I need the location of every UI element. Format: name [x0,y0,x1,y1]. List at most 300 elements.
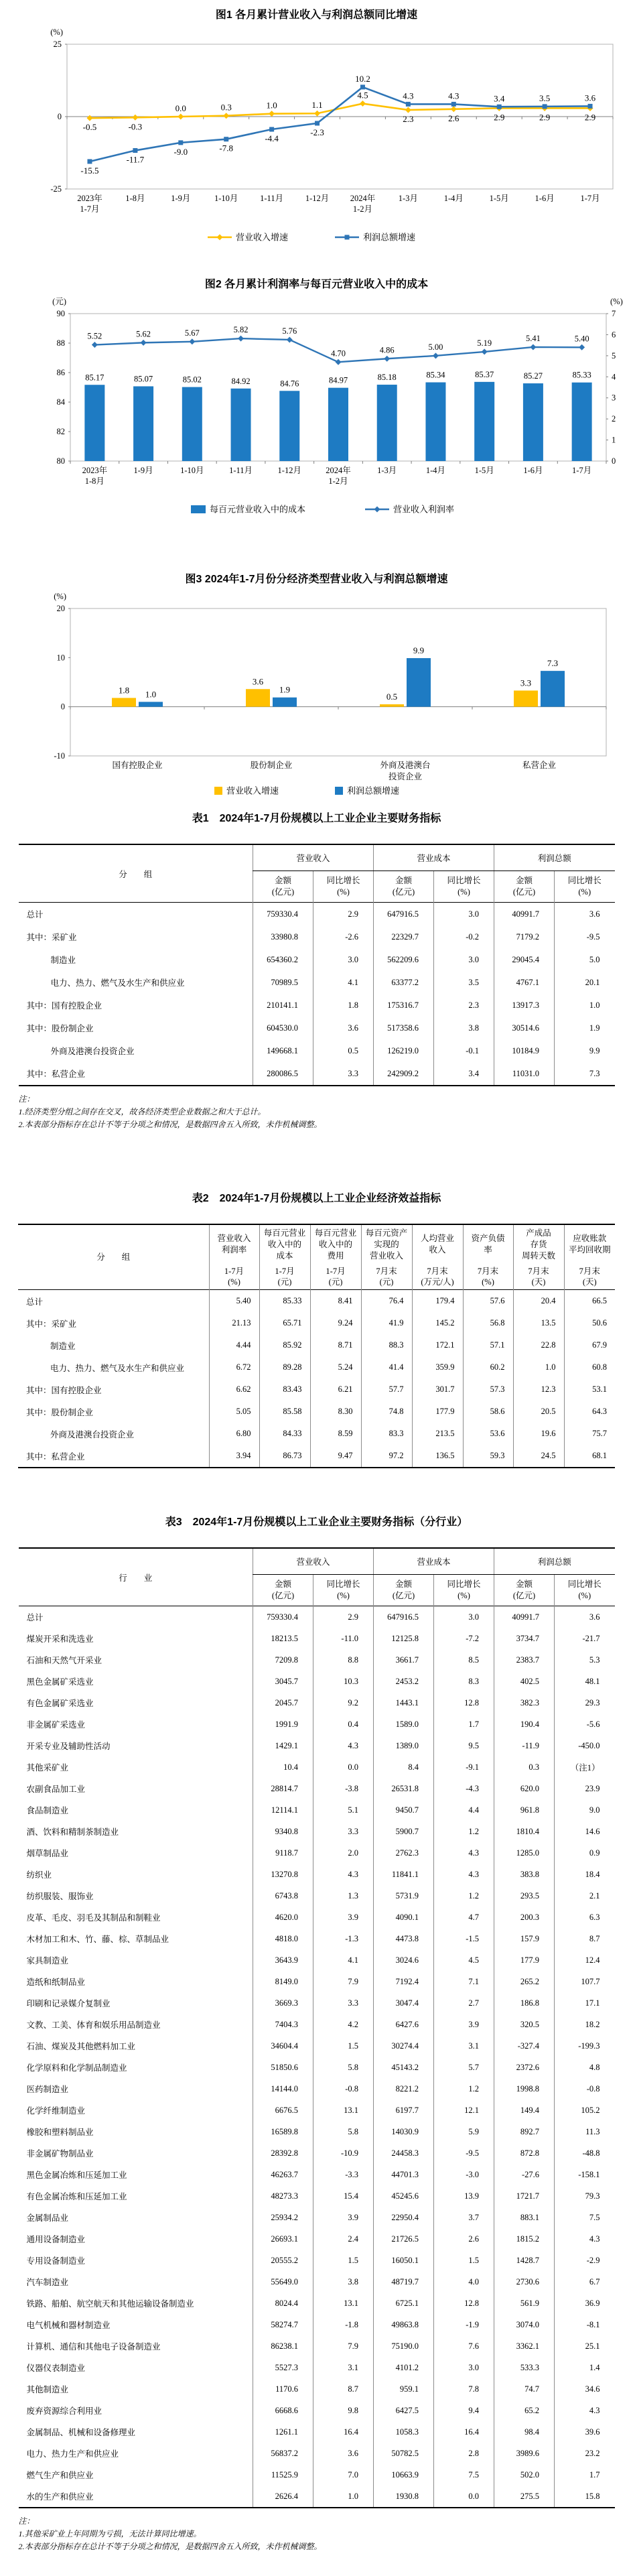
point-marker [92,342,98,348]
cell-value: 26531.8 [374,1778,434,1799]
x-axis-label: 1-6月 [535,194,555,203]
table-row [19,948,615,971]
table-row [19,2421,615,2443]
cell-value: 1998.8 [494,2078,555,2100]
cell-value: 647916.5 [374,1606,434,1628]
cell-value: 320.5 [494,2014,555,2035]
cell-value: 97.2 [361,1445,412,1468]
cell-value: 3.3 [313,1062,374,1086]
legend-label: 利润总额增速 [363,232,416,243]
cell-value: 4090.1 [374,1907,434,1928]
cell-value: 60.2 [463,1356,513,1378]
cell-value: 5527.3 [253,2357,313,2378]
cell-value: 10663.9 [374,2464,434,2486]
row-label: 化学纤维制造业 [26,2106,86,2116]
cell-value: 872.8 [494,2142,555,2164]
cell-value: 883.1 [494,2207,555,2228]
cell-value: 502.0 [494,2464,555,2486]
cell-value: 25.1 [555,2335,615,2357]
cell-value: 3989.6 [494,2443,555,2464]
cell-value: 22950.4 [374,2207,434,2228]
cell-value: 3.5 [434,971,494,994]
cell-value: 7179.2 [494,925,555,948]
data-label: 85.17 [85,373,104,383]
x-axis-label: 2023年 [82,466,108,475]
table-row [19,2014,615,2035]
cell-value: 1930.8 [374,2486,434,2508]
table1-section [0,810,633,1131]
data-label: 3.5 [539,92,551,103]
row-label: 纺织业 [26,1870,52,1880]
data-label: 5.76 [282,326,297,336]
y-axis-tick-right: 0 [612,456,616,466]
series-line [90,87,590,162]
legend-item [214,786,279,796]
row-label: 总计 [26,1297,44,1307]
cell-value: 5.9 [434,2121,494,2142]
cell-value: 0.0 [434,2486,494,2508]
cell-value: 9.5 [434,1735,494,1756]
table-row [18,1401,615,1423]
cell-value: 8149.0 [253,1971,313,1992]
table-row [19,1735,615,1756]
bar [407,658,431,707]
cell-value: 44701.3 [374,2164,434,2185]
cell-value: 30274.4 [374,2035,434,2057]
cell-value: 58.6 [463,1401,513,1423]
row-label: 水的生产和供应业 [26,2492,94,2502]
data-label: 4.3 [448,90,460,101]
sub-column-header: 金额 (亿元) [494,1575,555,1606]
row-label: 金属制品业 [26,2213,69,2223]
cell-value: 604530.0 [253,1017,313,1039]
cell-value: 3.6 [555,903,615,926]
cell-value: 7.1 [434,1971,494,1992]
point-marker [238,336,244,342]
cell-value: 10.3 [313,1671,374,1692]
y-axis-tick: 0 [60,702,65,712]
row-label: 铁路、船舶、航空航天和其他运输设备制造业 [26,2299,194,2309]
cell-value: 3.0 [434,1606,494,1628]
point-marker [315,121,320,125]
y-axis-tick-left: 90 [56,309,65,318]
table-row [19,2400,615,2421]
cell-value: 16589.8 [253,2121,313,2142]
bar [523,383,543,461]
bar [425,383,445,461]
cell-value: 4.3 [313,1864,374,1885]
row-label: 通用设备制造业 [26,2235,86,2244]
cell-value: 86.73 [259,1445,310,1468]
cell-value: 3.6 [555,1606,615,1628]
cell-value: 83.43 [259,1378,310,1401]
cell-value: 177.9 [412,1401,463,1423]
cell-value: 9.4 [434,2400,494,2421]
x-axis-label: 2024年 [350,194,376,203]
cell-value: 4.5 [434,1949,494,1971]
chart1-canvas [0,24,633,252]
cell-value: 16050.1 [374,2250,434,2271]
cell-value: 2.3 [434,994,494,1017]
cell-value: 67.9 [564,1334,615,1356]
cell-value: 58274.7 [253,2314,313,2335]
table-row [19,2293,615,2314]
table-row [19,2057,615,2078]
legend-item [335,233,415,243]
column-unit: 7月末 (天) [564,1264,615,1290]
data-label: 3.4 [494,93,505,104]
cell-value: 9.47 [310,1445,361,1468]
cell-value: 98.4 [494,2421,555,2443]
table-row [19,2121,615,2142]
cell-value: 2.9 [313,903,374,926]
cell-value: 4.3 [434,1864,494,1885]
cell-value: 7.0 [313,2464,374,2486]
cell-value: （注1） [555,1756,615,1778]
y-axis-tick-right: 2 [612,414,616,424]
cell-value: 56837.2 [253,2443,313,2464]
row-label: 非金属矿物制品业 [26,2149,94,2159]
y-axis-tick: 10 [56,653,65,663]
header-row [19,1548,615,1575]
cell-value: 1.0 [555,994,615,1017]
cell-value: 12.8 [434,2293,494,2314]
cell-value: 8.30 [310,1401,361,1423]
cell-value: 6427.6 [374,2014,434,2035]
y-axis-tick-right: 3 [612,393,616,403]
chart1-title: 图1 各月累计营业收入与利润总额同比增速 [215,9,418,21]
cell-value: 0.9 [555,1842,615,1864]
data-label: -7.8 [219,143,234,153]
data-label: 9.9 [413,645,425,656]
sub-column-header: 金额 (亿元) [253,1575,313,1606]
row-label: 电力、热力生产和供应业 [26,2449,119,2459]
cell-value: 41.4 [361,1356,412,1378]
cell-value: -7.2 [434,1628,494,1649]
cell-value: 1.5 [434,2250,494,2271]
x-axis-label: 1-11月 [229,466,253,475]
cell-value: 57.1 [463,1334,513,1356]
cell-value: 70989.5 [253,971,313,994]
cell-value: 16.4 [313,2421,374,2443]
cell-value: 5.8 [313,2121,374,2142]
cell-value: 1.3 [313,1885,374,1907]
cell-value: 190.4 [494,1714,555,1735]
cell-value: 5.8 [313,2057,374,2078]
cell-value: 40991.7 [494,1606,555,1628]
data-label: 85.27 [523,371,543,381]
point-marker [588,104,593,109]
y-axis-tick-left: 86 [56,368,65,377]
table1 [19,844,615,1086]
table2-section [0,1190,633,1468]
data-label: 2.6 [448,113,460,123]
bar [273,698,297,707]
sub-column-header: 同比增长 (%) [434,1575,494,1606]
cell-value: -199.3 [555,2035,615,2057]
cell-value: 12.4 [555,1949,615,1971]
row-label: 汽车制造业 [26,2278,69,2287]
cell-value: 45245.6 [374,2185,434,2207]
column-unit: 1-7月 (元) [310,1264,361,1290]
cell-value: 8.7 [555,1928,615,1949]
table-row [19,1692,615,1714]
bar [112,698,136,706]
cell-value: 1.4 [555,2357,615,2378]
cell-value: 88.3 [361,1334,412,1356]
cell-value: 8.8 [313,1649,374,1671]
cell-value: 53.1 [564,1378,615,1401]
cell-value: 12.1 [434,2100,494,2121]
label-column-header: 行 业 [119,1573,153,1583]
cell-value: 13270.8 [253,1864,313,1885]
y-axis-tick-right: 1 [612,435,616,445]
cell-value: 8.4 [374,1756,434,1778]
cell-value: -3.3 [313,2164,374,2185]
data-label: 3.6 [584,92,596,103]
row-label: 化学原料和化学制品制造业 [26,2063,127,2073]
cell-value: 3362.1 [494,2335,555,2357]
cell-value: 12.3 [513,1378,564,1401]
cell-value: 402.5 [494,1671,555,1692]
data-label: -2.3 [310,127,324,137]
cell-value: 0.0 [313,1756,374,1778]
point-marker [360,84,365,89]
cell-value: 23.9 [555,1778,615,1799]
cell-value: 200.3 [494,1907,555,1928]
bar [139,702,163,706]
chart2-canvas [0,294,633,533]
cell-value: 56.8 [463,1312,513,1334]
point-marker [360,101,366,107]
table-row [19,1885,615,1907]
cell-value: 46263.7 [253,2164,313,2185]
cell-value: -27.6 [494,2164,555,2185]
cell-value: 18.4 [555,1864,615,1885]
cell-value: 2.9 [313,1606,374,1628]
cell-value: 75.7 [564,1423,615,1445]
cell-value: 301.7 [412,1378,463,1401]
cell-value: 6427.5 [374,2400,434,2421]
data-label: 5.67 [184,328,200,338]
cell-value: -10.9 [313,2142,374,2164]
point-marker [406,102,411,107]
cell-value: 3047.4 [374,1992,434,2014]
cell-value: -5.6 [555,1714,615,1735]
cell-value: 45143.2 [374,2057,434,2078]
cell-value: 25934.2 [253,2207,313,2228]
cell-value: 3.1 [313,2357,374,2378]
cell-value: 24.5 [513,1445,564,1468]
cell-value: 1.0 [313,2486,374,2508]
point-marker [224,137,228,141]
note-line: 2.本表部分指标存在总计不等于分项之和情况，是数据四舍五入所致，未作机械调整。 [18,1120,322,1129]
sub-column-header: 金额 (亿元) [253,871,313,903]
cell-value: 53.6 [463,1423,513,1445]
point-marker [314,111,320,117]
cell-value: 1.2 [434,2078,494,2100]
cell-value: 13.1 [313,2100,374,2121]
cell-value: 24458.3 [374,2142,434,2164]
cell-value: 79.3 [555,2185,615,2207]
group-column-header: 营业成本 [374,844,494,871]
x-axis-label: 1-11月 [260,194,284,203]
cell-value: -0.1 [434,1039,494,1062]
cell-value: 51850.6 [253,2057,313,2078]
data-label: 5.40 [574,334,589,344]
data-label: -9.0 [173,146,188,157]
cell-value: 5900.7 [374,1821,434,1842]
cell-value: 4473.8 [374,1928,434,1949]
table-row [19,1799,615,1821]
point-marker [223,113,229,119]
y-axis-unit: (%) [54,592,66,601]
row-label: 制造业 [50,1341,76,1351]
row-label: 文教、工美、体育和娱乐用品制造业 [26,2020,161,2030]
row-label: 电力、热力、燃气及水生产和供应业 [50,978,185,988]
cell-value: 8.59 [310,1423,361,1445]
x-axis-label: 1-10月 [214,194,238,203]
table-row [19,1714,615,1735]
cell-value: 1.7 [434,1714,494,1735]
data-label: 1.8 [118,685,130,696]
table-row [18,1378,615,1401]
table-row [19,1649,615,1671]
cell-value: 9.9 [555,1039,615,1062]
y-axis-tick-right: 4 [612,372,616,382]
data-label: -15.5 [80,165,99,176]
row-label: 制造业 [50,956,76,965]
cell-value: 759330.4 [253,903,313,926]
row-label: 其他采矿业 [26,1763,69,1773]
cell-value: 280086.5 [253,1062,313,1086]
data-label: 5.52 [87,331,102,341]
cell-value: 213.5 [412,1423,463,1445]
data-label: 2.9 [494,112,505,123]
cell-value: 57.6 [463,1290,513,1313]
cell-value: 57.3 [463,1378,513,1401]
cell-value: 4.7 [434,1907,494,1928]
cell-value: 383.8 [494,1864,555,1885]
table-row [19,1778,615,1799]
row-label: 专用设备制造业 [26,2256,86,2266]
cell-value: 14030.9 [374,2121,434,2142]
cell-value: 3.9 [313,1907,374,1928]
column-header: 产成品 存货 周转天数 [513,1224,564,1264]
cell-value: 1815.2 [494,2228,555,2250]
cell-value: -450.0 [555,1735,615,1756]
cell-value: 620.0 [494,1778,555,1799]
data-label: 84.76 [280,379,299,389]
cell-value: 16.4 [434,2421,494,2443]
cell-value: 242909.2 [374,1062,434,1086]
cell-value: 7.3 [555,1062,615,1086]
table-row [19,1842,615,1864]
table-row [19,2335,615,2357]
series-profit-growth [80,74,595,176]
cell-value: 172.1 [412,1334,463,1356]
row-label: 外商及港澳台投资企业 [50,1047,135,1056]
table-row [19,1949,615,1971]
cell-value: 4.3 [434,1842,494,1864]
cell-value: 10184.9 [494,1039,555,1062]
point-marker [269,127,274,132]
chart3-title: 图3 2024年1-7月份分经济类型营业收入与利润总额增速 [185,574,448,585]
cell-value: 40991.7 [494,903,555,926]
label-column-header: 分 组 [119,869,153,879]
point-marker [374,507,380,513]
data-label: 2.9 [584,112,596,123]
data-label: 85.07 [134,374,153,384]
cell-value: 3.0 [434,903,494,926]
cell-value: -1.3 [313,1928,374,1949]
cell-value: 4.8 [555,2057,615,2078]
data-label: 85.34 [426,370,445,380]
cell-value: 961.8 [494,1799,555,1821]
cell-value: -48.8 [555,2142,615,2164]
cell-value: 210141.1 [253,994,313,1017]
data-label: 5.19 [477,338,492,348]
y-axis-unit-left: (元) [52,297,66,306]
cell-value: 0.4 [313,1714,374,1735]
row-label: 其中：国有控股企业 [26,1385,102,1395]
series-revenue-growth [83,90,596,133]
note-line: 注： [18,2516,35,2526]
cell-value: 57.7 [361,1378,412,1401]
column-header: 资产负债 率 [463,1224,513,1264]
cell-value: 89.28 [259,1356,310,1378]
table-row [19,2035,615,2057]
point-marker [141,340,147,346]
data-label: 4.5 [357,90,368,101]
cell-value: 13.1 [313,2293,374,2314]
cell-value: 4.2 [313,2014,374,2035]
table2-title: 表2 2024年1-7月份规模以上工业企业经济效益指标 [192,1193,441,1204]
cell-value: -1.8 [313,2314,374,2335]
row-label: 其中：股份制企业 [26,1407,94,1417]
data-label: 4.86 [379,345,395,355]
data-label: 2.9 [539,112,551,123]
cell-value: 8024.4 [253,2293,313,2314]
x-axis-label: 股份制企业 [250,761,293,770]
table-row [19,2164,615,2185]
cell-value: 7.5 [434,2464,494,2486]
table-row [19,1606,615,1628]
table-row [19,2357,615,2378]
data-label: 2.3 [403,114,414,125]
cell-value: 6.7 [555,2271,615,2293]
cell-value: 1443.1 [374,1692,434,1714]
table-row [19,1628,615,1649]
cell-value: 157.9 [494,1928,555,1949]
table-row [18,1334,615,1356]
cell-value: 8221.2 [374,2078,434,2100]
cell-value: 382.3 [494,1692,555,1714]
table-row [19,1039,615,1062]
data-label: 7.3 [547,658,559,669]
point-marker [132,115,138,121]
column-unit: 1-7月 (元) [259,1264,310,1290]
label-column-header: 分 组 [96,1252,131,1262]
bar [514,690,538,706]
row-label: 总计 [26,1613,44,1622]
cell-value: 21.13 [209,1312,259,1334]
cell-value: 3.8 [313,2271,374,2293]
data-label: 10.2 [355,73,370,84]
column-header: 每百元营业 收入中的 成本 [259,1224,310,1264]
data-label: 0.3 [220,102,232,113]
row-label: 烟草制品业 [26,1849,69,1858]
